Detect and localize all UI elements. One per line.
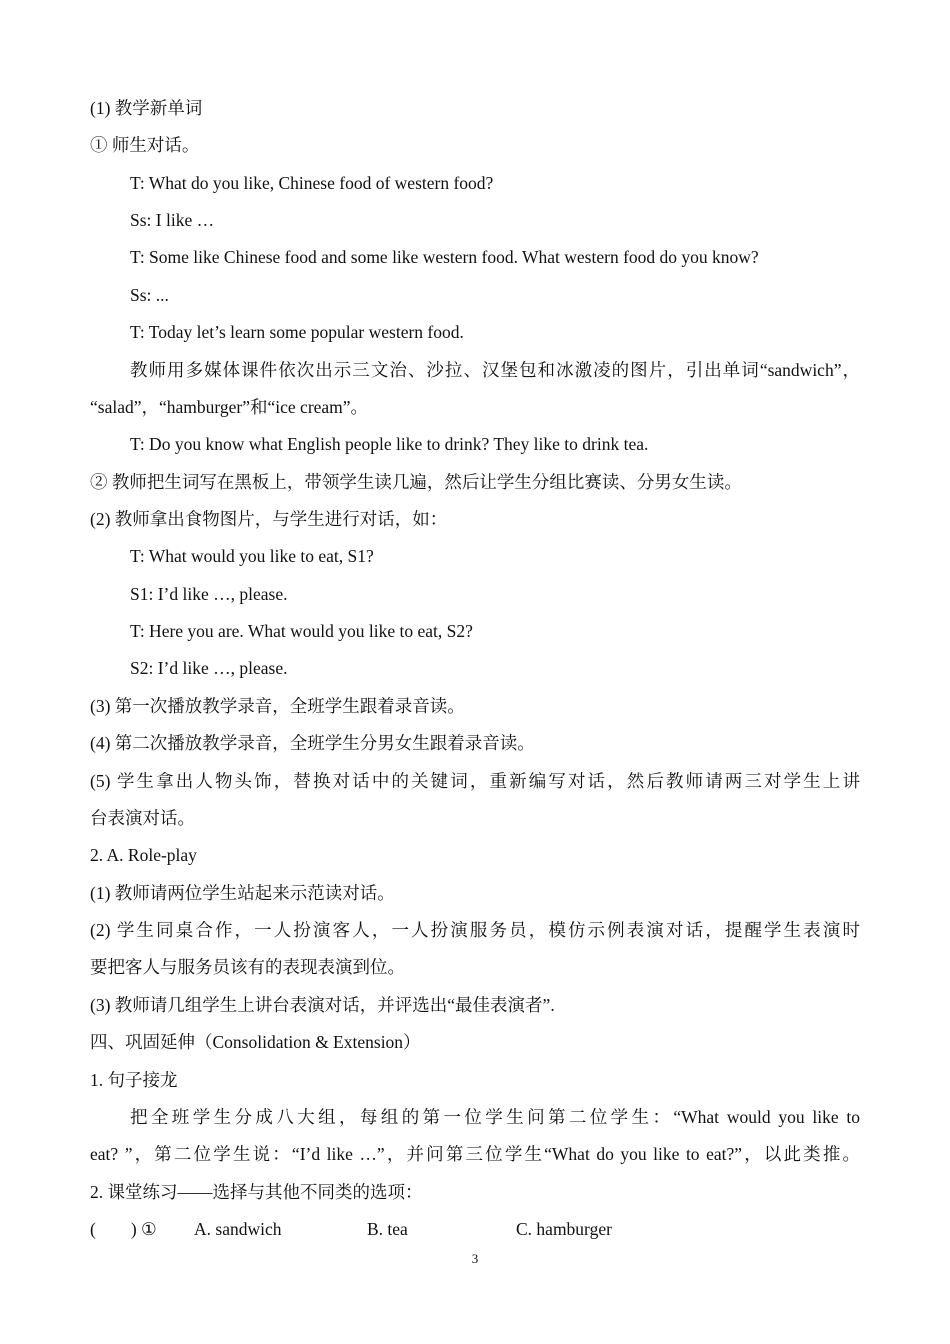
heading-sentence-chain: 1. 句子接龙: [90, 1070, 178, 1090]
dialogue-line: T: Here you are. What would you like to eat, S2?: [130, 621, 473, 641]
page-number: 3: [471, 1251, 479, 1266]
dialogue-line: Ss: I like …: [130, 210, 215, 230]
dialogue-line: T: What would you like to eat, S1?: [130, 546, 374, 566]
dialogue-line: T: Some like Chinese food and some like western food. What western food do you know?: [130, 247, 759, 267]
dialogue-line: S1: I’d like …, please.: [130, 584, 288, 604]
dialogue-line: T: Do you know what English people like to drink? They like to drink tea.: [130, 434, 649, 454]
step-headwear: (5) 学生拿出人物头饰，替换对话中的关键词，重新编写对话，然后教师请两三对学生上讲: [90, 771, 860, 791]
exercise-bracket: ( ) ①: [90, 1219, 157, 1239]
paragraph-text: 把全班学生分成八大组，每组的第一位学生问第二位学生：“What would you like to: [130, 1107, 860, 1127]
paragraph-text: 台表演对话。: [90, 808, 195, 828]
step-first-recording: (3) 第一次播放教学录音，全班学生跟着录音读。: [90, 696, 465, 716]
step-second-recording: (4) 第二次播放教学录音，全班学生分男女生跟着录音读。: [90, 733, 535, 753]
step-best-performer: (3) 教师请几组学生上讲台表演对话，并评选出“最佳表演者”.: [90, 995, 555, 1015]
dialogue-line: T: What do you like, Chinese food of western food?: [130, 173, 494, 193]
step-dialogue: ① 师生对话。: [90, 135, 200, 155]
step-pair-work: (2) 学生同桌合作，一人扮演客人，一人扮演服务员，模仿示例表演对话，提醒学生表演时: [90, 920, 860, 940]
step-blackboard: ② 教师把生词写在黑板上，带领学生读几遍，然后让学生分组比赛读、分男女生读。: [90, 472, 742, 492]
heading-consolidation: 四、巩固延伸（Consolidation & Extension）: [90, 1032, 421, 1052]
heading-role-play: 2. A. Role-play: [90, 845, 197, 865]
paragraph-text: 要把客人与服务员该有的表现表演到位。: [90, 957, 405, 977]
heading-class-exercise: 2. 课堂练习——选择与其他不同类的选项：: [90, 1182, 423, 1202]
exercise-option-c: C. hamburger: [516, 1219, 612, 1239]
exercise-option-a: A. sandwich: [194, 1219, 282, 1239]
dialogue-line: Ss: ...: [130, 285, 169, 305]
paragraph-text: 教师用多媒体课件依次出示三文治、沙拉、汉堡包和冰激凌的图片，引出单词“sandwich”，: [130, 360, 860, 380]
step-food-pictures: (2) 教师拿出食物图片，与学生进行对话，如：: [90, 509, 448, 529]
step-demo-reading: (1) 教师请两位学生站起来示范读对话。: [90, 883, 395, 903]
heading-new-words: (1) 教学新单词: [90, 98, 203, 118]
dialogue-line: T: Today let’s learn some popular western food.: [130, 322, 464, 342]
paragraph-text: “salad”，“hamburger”和“ice cream”。: [90, 397, 369, 417]
exercise-option-b: B. tea: [367, 1219, 408, 1239]
paragraph-text: eat? ”，第二位学生说：“I’d like …”，并问第三位学生“What do you like to eat?”，以此类推。: [90, 1144, 860, 1164]
dialogue-line: S2: I’d like …, please.: [130, 658, 288, 678]
